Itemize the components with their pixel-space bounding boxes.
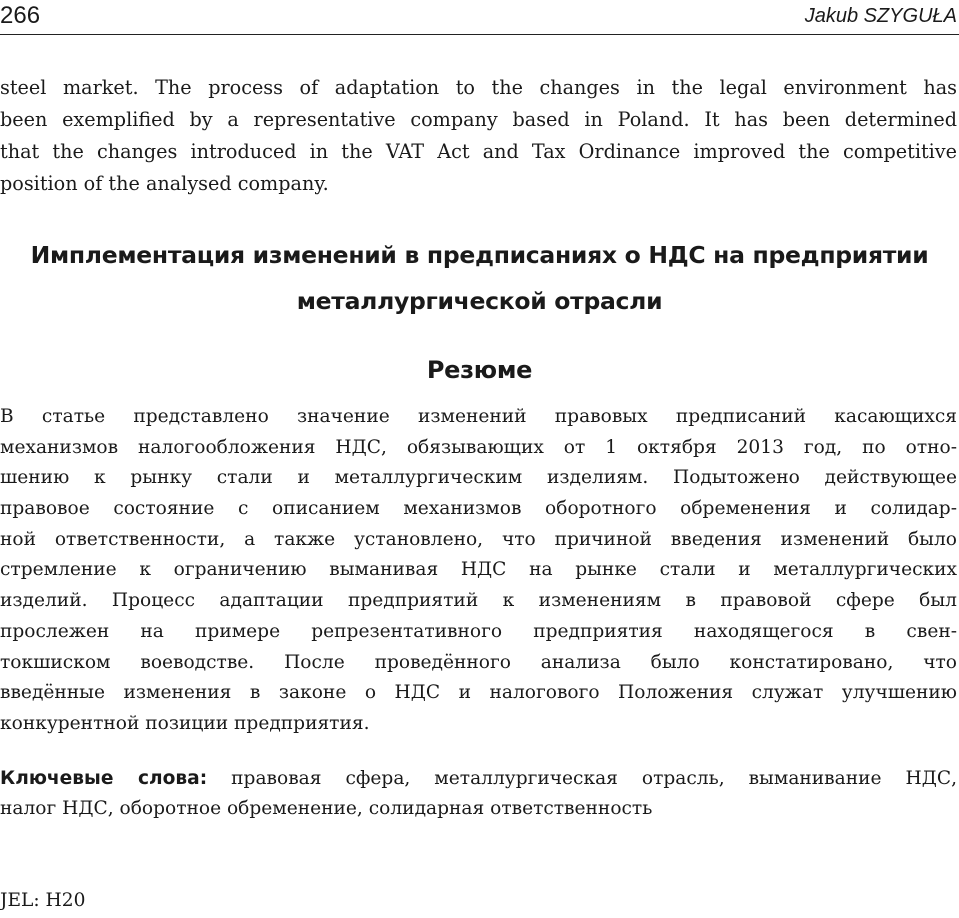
text-line: прослежен на примере репрезентативного предприятия находящегося в свен- — [0, 620, 957, 642]
text-line: ной ответственности, а также установлено, что причиной введения изменений было — [0, 528, 957, 550]
text-line: правовое состояние с описанием механизмов оборотного обременения и солидар- — [0, 498, 957, 520]
keywords-block — [0, 764, 957, 824]
text-line: position of the analysed company. — [0, 172, 329, 195]
abstract-heading: Резюме — [426, 356, 533, 384]
text-line: конкурентной позиции предприятия. — [0, 712, 370, 734]
text-line: В статье представлено значение изменений правовых предписаний касающихся — [0, 406, 957, 427]
text-line: токшиском воеводстве. После проведённого анализа было констатировано, что — [0, 651, 957, 673]
text-line: механизмов налогообложения НДС, обязывающих от 1 октября 2013 год, по отно- — [0, 436, 957, 458]
abstract-paragraph — [0, 402, 957, 740]
title-line: металлургической отрасли — [296, 287, 663, 315]
text-line: стремление к ограничению выманивая НДС на рынке стали и металлургических — [0, 559, 957, 581]
page-number: 266 — [0, 2, 41, 29]
jel-code: JEL: H20 — [0, 890, 86, 911]
intro-paragraph — [0, 72, 957, 200]
title-line: Имплементация изменений в предписаниях о НДС на предприятии — [30, 241, 929, 269]
text-line: изделий. Процесс адаптации предприятий к изменениям в правовой сфере был — [0, 590, 957, 612]
keywords-line: налог НДС, оборотное обременение, солидарная ответственность — [0, 798, 653, 819]
keywords-line — [0, 764, 957, 794]
text-line: введённые изменения в законе о НДС и налогового Положения служат улучшению — [0, 682, 957, 704]
keywords-text: правовая сфера, металлургическая отрасль, выманивание НДС, — [231, 768, 957, 789]
running-header — [0, 0, 959, 35]
running-author: Jakub SZYGUŁA — [804, 5, 957, 27]
text-line: that the changes introduced in the VAT Act and Tax Ordinance improved the competitive — [0, 140, 957, 163]
text-line: been exemplified by a representative company based in Poland. It has been determined — [0, 108, 957, 131]
article-title — [0, 232, 959, 324]
keywords-label: Ключевые слова: — [0, 768, 208, 789]
text-line: steel market. The process of adaptation to the changes in the legal environment has — [0, 76, 957, 99]
text-line: шению к рынку стали и металлургическим изделиям. Подытожено действующее — [0, 467, 957, 489]
